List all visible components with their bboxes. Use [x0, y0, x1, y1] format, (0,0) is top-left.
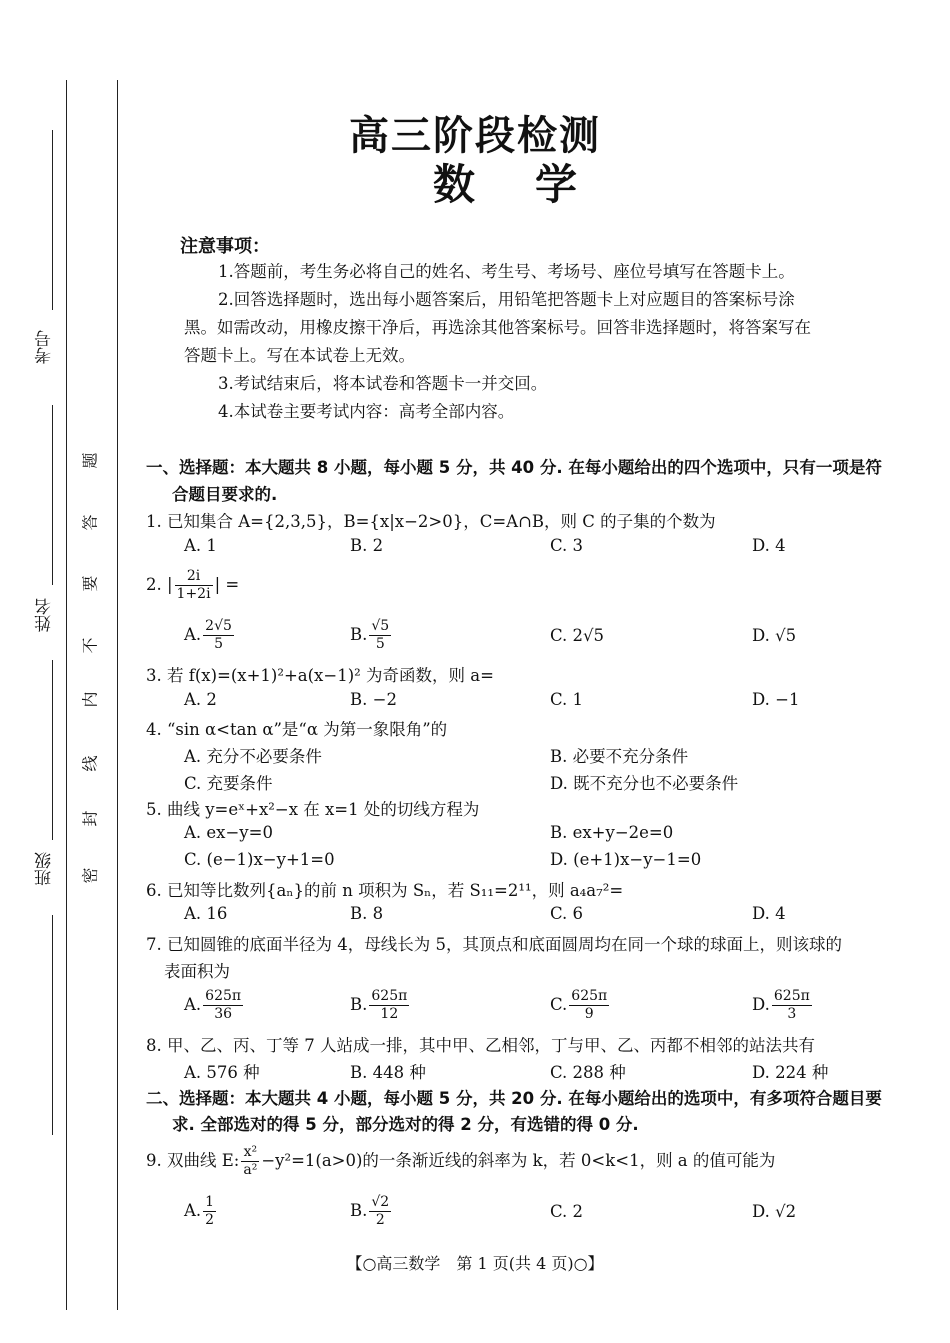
- q6-option-a: A. 16: [184, 904, 228, 923]
- margin-line-outer: [66, 80, 67, 1310]
- frac-den: 12: [380, 1006, 399, 1022]
- q2-option-b-frac: [369, 618, 391, 653]
- q7-option-a-frac: [203, 988, 243, 1023]
- q4-option-c: C. 充要条件: [184, 774, 273, 793]
- q6-option-c: C. 6: [550, 904, 584, 923]
- extra-blank: [52, 915, 53, 1135]
- frac-num: √2: [371, 1194, 390, 1210]
- q9-option-a-label: A.: [184, 1201, 202, 1220]
- note-line: 答题卡上。写在本试卷上无效。: [184, 346, 415, 365]
- q7-option-a: [184, 988, 245, 1023]
- q7-option-d-frac: [772, 988, 812, 1023]
- q3-option-c: C. 1: [550, 690, 584, 709]
- exam-title: 高三阶段检测: [349, 113, 601, 159]
- q2-fraction: [175, 568, 213, 603]
- q9-option-b-label: B.: [350, 1201, 368, 1220]
- q1-option-b: B. 2: [350, 536, 384, 555]
- q2-stem-post: | =: [214, 575, 240, 594]
- question-5-stem: 5. 曲线 y=eˣ+x²−x 在 x=1 处的切线方程为: [146, 800, 480, 819]
- q7-option-d: [752, 988, 814, 1023]
- frac-num: 625π: [571, 988, 608, 1004]
- q7-option-b-frac: [369, 988, 409, 1023]
- q2-option-a: [184, 618, 236, 653]
- section1-heading: 一、选择题：本大题共 8 小题，每小题 5 分，共 40 分. 在每小题给出的四个选项中，只有一项是符: [146, 458, 882, 477]
- question-7-stem: 7. 已知圆锥的底面半径为 4，母线长为 5，其顶点和底面圆周均在同一个球的球面上，则该球的: [146, 935, 842, 954]
- q2-option-b: [350, 618, 393, 653]
- frac-den: 2: [375, 1212, 385, 1228]
- margin-line-inner: [117, 80, 118, 1310]
- section2-heading: 二、选择题：本大题共 4 小题，每小题 5 分，共 20 分. 在每小题给出的选项中，有多项符合题目要: [146, 1089, 882, 1108]
- question-6-stem: 6. 已知等比数列{aₙ}的前 n 项积为 Sₙ，若 S₁₁=2¹¹，则 a₄a₇²=: [146, 881, 624, 900]
- q8-option-c: C. 288 种: [550, 1063, 626, 1082]
- seal-char: 内: [80, 691, 100, 708]
- seal-char: 不: [80, 637, 100, 654]
- q9-option-b: [350, 1194, 393, 1229]
- q2-stem-pre: 2. |: [146, 575, 173, 594]
- note-line: 3.考试结束后，将本试卷和答题卡一并交回。: [218, 374, 548, 393]
- q4-option-d: D. 既不充分也不必要条件: [550, 774, 739, 793]
- question-8-stem: 8. 甲、乙、丙、丁等 7 人站成一排，其中甲、乙相邻，丁与甲、乙、丙都不相邻的站法共有: [146, 1036, 815, 1055]
- q8-option-d: D. 224 种: [752, 1063, 829, 1082]
- q2-option-d: D. √5: [752, 626, 797, 645]
- q7-option-c-label: C.: [550, 995, 568, 1014]
- frac-num: 2√5: [205, 618, 232, 634]
- q9-option-b-frac: [369, 1194, 391, 1229]
- question-1-stem: 1. 已知集合 A={2,3,5}，B={x|x−2>0}，C=A∩B，则 C 的子集的个数为: [146, 512, 716, 531]
- q1-option-d: D. 4: [752, 536, 786, 555]
- q2-frac-den: 1+2i: [176, 586, 211, 602]
- frac-den: 9: [584, 1006, 594, 1022]
- q9-stem-pre: 9. 双曲线 E:: [146, 1151, 240, 1170]
- frac-num: 625π: [371, 988, 408, 1004]
- section1-heading-cont: 合题目要求的.: [172, 485, 278, 504]
- q2-option-a-label: A.: [184, 625, 202, 644]
- question-4-stem: 4. “sin α<tan α”是“α 为第一象限角”的: [146, 720, 448, 739]
- q9-fraction: [241, 1144, 259, 1179]
- q7-option-b: [350, 988, 411, 1023]
- q2-option-a-frac: [203, 618, 234, 653]
- frac-den: 3: [787, 1006, 797, 1022]
- q7-option-c-frac: [569, 988, 609, 1023]
- q2-frac-num: 2i: [175, 568, 213, 586]
- note-line: 2.回答选择题时，选出每小题答案后，用铅笔把答题卡上对应题目的答案标号涂: [218, 290, 795, 309]
- q9-option-c: C. 2: [550, 1202, 584, 1221]
- q1-option-c: C. 3: [550, 536, 584, 555]
- q7-option-c: [550, 988, 611, 1023]
- seal-char: 要: [80, 575, 100, 592]
- question-3-stem: 3. 若 f(x)=(x+1)²+a(x−1)² 为奇函数，则 a=: [146, 666, 494, 685]
- seal-char: 密: [80, 867, 100, 884]
- q3-option-a: A. 2: [184, 690, 217, 709]
- q5-option-c: C. (e−1)x−y+1=0: [184, 850, 335, 869]
- q5-option-b: B. ex+y−2e=0: [550, 823, 674, 842]
- seal-char: 题: [80, 452, 100, 469]
- frac-num: √5: [371, 618, 390, 634]
- seal-char: 封: [80, 810, 100, 827]
- question-2-stem: [146, 568, 239, 603]
- section2-heading-cont: 求. 全部选对的得 5 分，部分选对的得 2 分，有选错的得 0 分.: [172, 1115, 639, 1134]
- banji-blank: [52, 660, 53, 840]
- q2-option-b-label: B.: [350, 625, 368, 644]
- q5-option-a: A. ex−y=0: [184, 823, 273, 842]
- q6-option-b: B. 8: [350, 904, 384, 923]
- q6-option-d: D. 4: [752, 904, 786, 923]
- frac-den: 36: [214, 1006, 233, 1022]
- q8-option-b: B. 448 种: [350, 1063, 426, 1082]
- frac-den: 5: [214, 636, 223, 652]
- q9-option-a-frac: [203, 1194, 216, 1229]
- note-line: 黑。如需改动，用橡皮擦干净后，再选涂其他答案标号。回答非选择题时，将答案写在: [184, 318, 811, 337]
- question-9-stem: [146, 1144, 775, 1179]
- xingming-label: 姓名: [35, 598, 55, 632]
- q3-option-b: B. −2: [350, 690, 397, 709]
- note-line: 1.答题前，考生务必将自己的姓名、考生号、考场号、座位号填写在答题卡上。: [218, 262, 795, 281]
- q1-option-a: A. 1: [184, 536, 217, 555]
- q9-option-d: D. √2: [752, 1202, 797, 1221]
- seal-char: 线: [80, 755, 100, 772]
- page-footer: 【○高三数学 第 1 页(共 4 页)○】: [346, 1254, 604, 1273]
- q5-option-d: D. (e+1)x−y−1=0: [550, 850, 702, 869]
- q9-frac-den: a²: [243, 1162, 258, 1178]
- q7-option-d-label: D.: [752, 995, 770, 1014]
- subject-title: 数学: [432, 160, 637, 209]
- xingming-blank: [52, 405, 53, 585]
- notes-heading: 注意事项：: [180, 236, 270, 257]
- question-7-stem-cont: 表面积为: [164, 962, 230, 981]
- q9-option-a: [184, 1194, 218, 1229]
- banji-label: 班级: [35, 852, 55, 886]
- seal-char: 答: [80, 514, 100, 531]
- q4-option-a: A. 充分不必要条件: [184, 747, 322, 766]
- kaohao-label: 考号: [35, 330, 55, 364]
- frac-num: 625π: [205, 988, 242, 1004]
- note-line: 4.本试卷主要考试内容：高考全部内容。: [218, 402, 515, 421]
- q8-option-a: A. 576 种: [184, 1063, 260, 1082]
- frac-num: 1: [205, 1194, 215, 1210]
- frac-den: 5: [375, 636, 385, 652]
- q2-option-c: C. 2√5: [550, 626, 605, 645]
- frac-num: 625π: [773, 988, 810, 1004]
- q4-option-b: B. 必要不充分条件: [550, 747, 689, 766]
- q9-stem-post: −y²=1(a>0)的一条渐近线的斜率为 k，若 0<k<1，则 a 的值可能为: [261, 1151, 776, 1170]
- q9-frac-num: x²: [241, 1144, 259, 1162]
- q7-option-b-label: B.: [350, 995, 368, 1014]
- q3-option-d: D. −1: [752, 690, 800, 709]
- frac-den: 2: [205, 1212, 215, 1228]
- q7-option-a-label: A.: [184, 995, 202, 1014]
